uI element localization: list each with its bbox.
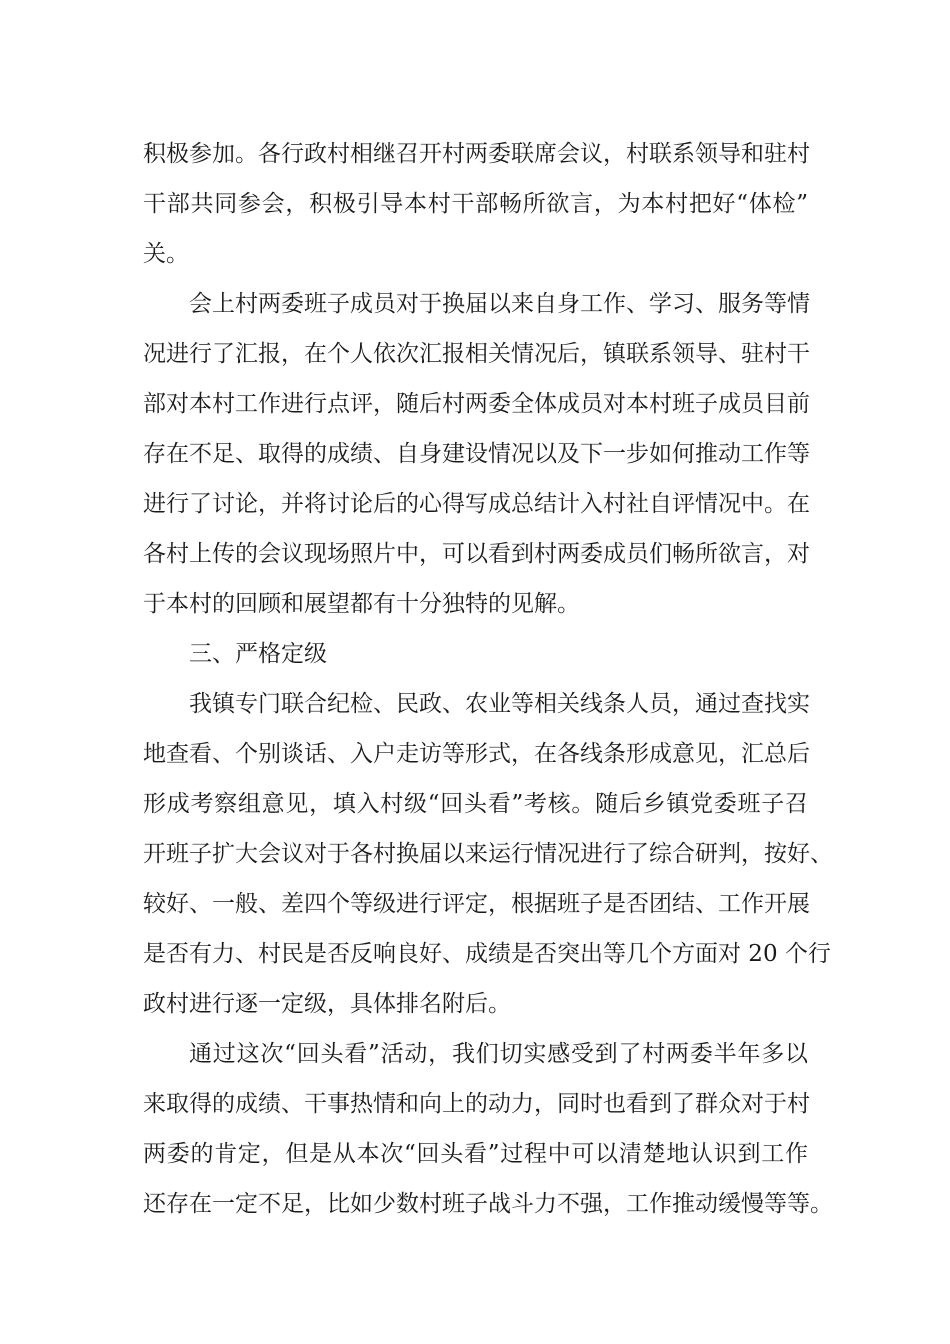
paragraph-2 bbox=[143, 279, 808, 629]
text-line: 各村上传的会议现场照片中，可以看到村两委成员们畅所欲言，对 bbox=[143, 541, 810, 567]
text-line: 较好、一般、差四个等级进行评定，根据班子是否团结、工作开展 bbox=[143, 891, 810, 917]
text-line: 积极参加。各行政村相继召开村两委联席会议，村联系领导和驻村 bbox=[143, 141, 810, 167]
paragraph-5 bbox=[143, 1029, 833, 1229]
text-line: 进行了讨论，并将讨论后的心得写成总结计入村社自评情况中。在 bbox=[143, 491, 810, 517]
text-line: 还存在一定不足，比如少数村班子战斗力不强，工作推动缓慢等等。 bbox=[143, 1191, 833, 1217]
text-line: 来取得的成绩、干事热情和向上的动力，同时也看到了群众对于村 bbox=[143, 1091, 810, 1117]
text-line: 开班子扩大会议对于各村换届以来运行情况进行了综合研判，按好、 bbox=[143, 841, 833, 867]
text-line: 部对本村工作进行点评，随后村两委全体成员对本村班子成员目前 bbox=[143, 391, 810, 417]
text-line: 通过这次“回头看”活动，我们切实感受到了村两委半年多以 bbox=[189, 1041, 808, 1067]
text-line: 存在不足、取得的成绩、自身建设情况以及下一步如何推动工作等 bbox=[143, 441, 810, 467]
paragraph-4 bbox=[143, 679, 833, 1029]
paragraph-1 bbox=[143, 129, 808, 279]
document-page bbox=[143, 129, 833, 1229]
text-line: 两委的肯定，但是从本次“回头看”过程中可以清楚地认识到工作 bbox=[143, 1141, 808, 1167]
section-heading-text: 三、严格定级 bbox=[189, 641, 327, 667]
text-line: 政村进行逐一定级，具体排名附后。 bbox=[143, 991, 511, 1017]
text-line: 地查看、个别谈话、入户走访等形式，在各线条形成意见，汇总后 bbox=[143, 741, 810, 767]
text-line: 于本村的回顾和展望都有十分独特的见解。 bbox=[143, 591, 580, 617]
text-line: 关。 bbox=[143, 241, 189, 267]
text-line: 是否有力、村民是否反响良好、成绩是否突出等几个方面对 20 个行 bbox=[143, 941, 831, 967]
section-heading bbox=[143, 629, 808, 679]
text-line: 况进行了汇报，在个人依次汇报相关情况后，镇联系领导、驻村干 bbox=[143, 341, 810, 367]
text-line: 形成考察组意见，填入村级“回头看”考核。随后乡镇党委班子召 bbox=[143, 791, 808, 817]
text-line: 干部共同参会，积极引导本村干部畅所欲言，为本村把好“体检” bbox=[143, 191, 808, 217]
text-line: 我镇专门联合纪检、民政、农业等相关线条人员，通过查找实 bbox=[189, 691, 810, 717]
text-line: 会上村两委班子成员对于换届以来自身工作、学习、服务等情 bbox=[189, 291, 810, 317]
